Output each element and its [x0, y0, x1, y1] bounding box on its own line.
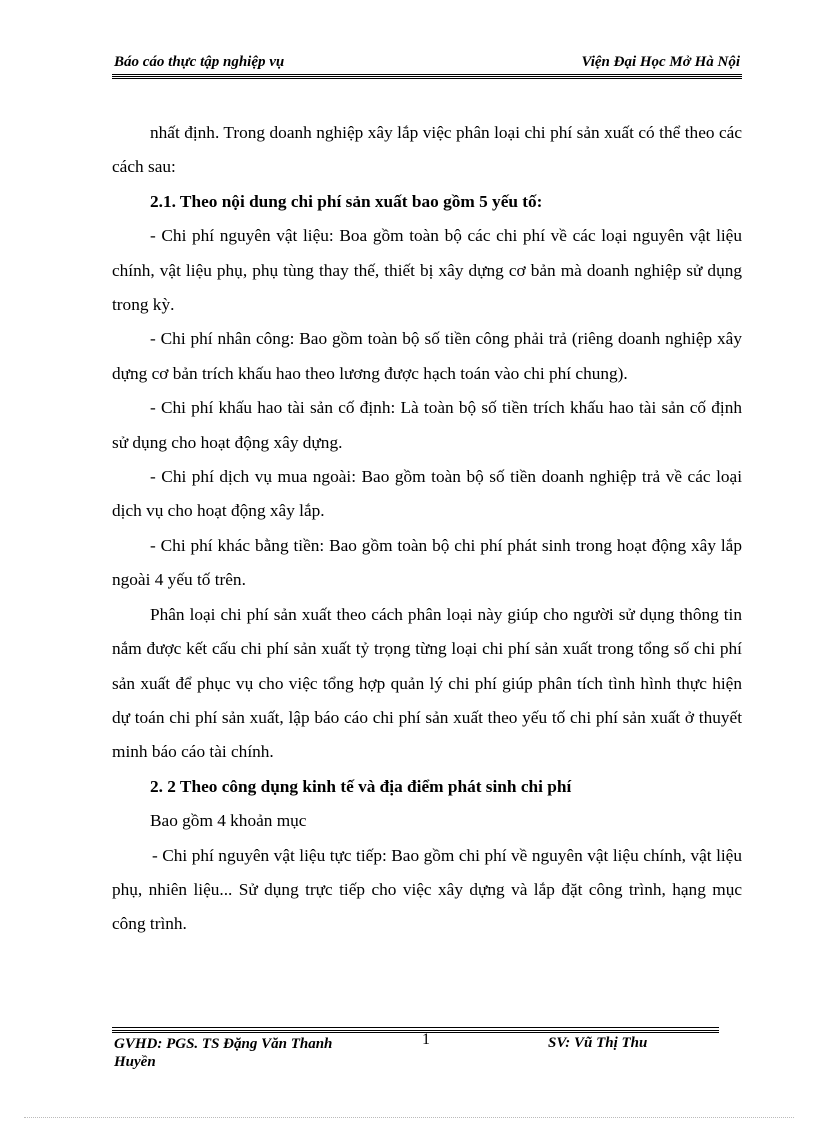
- paragraph-classification-purpose: Phân loại chi phí sản xuất theo cách phân loại này giúp cho người sử dụng thông tin nắm được kết cấu chi phí sản xuất tỷ trọng từng loại chi phí sản xuất trong tổng số chi phí sản xuất để phục vụ cho việc tổng hợp quản lý chi phí giúp phân tích tình hình thực hiện dự toán chi phí sản xuất, lập báo cáo chi phí sản xuất theo yếu tố chi phí sản xuất ở thuyết minh báo cáo tài chính.: [112, 604, 742, 762]
- page-header: [112, 52, 742, 74]
- paragraph-labor-cost: - Chi phí nhân công: Bao gồm toàn bộ số tiền công phải trả (riêng doanh nghiệp xây dựng cơ bản trích khấu hao theo lương được hạch toán vào chi phí chung).: [112, 329, 742, 383]
- header-report-title: Báo cáo thực tập nghiệp vụ: [114, 54, 285, 70]
- paragraph-depreciation-cost: - Chi phí khấu hao tài sản cố định: Là toàn bộ số tiền trích khấu hao tài sản cố định sử dụng cho hoạt động xây dựng.: [112, 398, 742, 452]
- page-footer: [112, 1031, 719, 1075]
- page-bottom-border: [24, 1117, 794, 1118]
- paragraph-direct-material: - Chi phí nguyên vật liệu tực tiếp: Bao gồm chi phí về nguyên vật liệu chính, vật liệu phụ, nhiên liệu... Sử dụng trực tiếp cho việc xây dựng và lắp đặt công trình, hạng mục công trình.: [112, 845, 742, 934]
- footer-divider-thin: [112, 1027, 719, 1028]
- header-institution: Viện Đại Học Mở Hà Nội: [581, 54, 740, 70]
- paragraph-other-costs: - Chi phí khác bằng tiền: Bao gồm toàn bộ chi phí phát sinh trong hoạt động xây lắp ngoài 4 yếu tố trên.: [112, 535, 742, 590]
- footer-divider: [112, 1030, 719, 1033]
- paragraph-material-cost: - Chi phí nguyên vật liệu: Boa gồm toàn bộ các chi phí về các loại nguyên vật liệu chính, vật liệu phụ, phụ tùng thay thế, thiết bị xây dựng cơ bản mà doanh nghiệp sử dụng trong kỳ.: [112, 226, 742, 315]
- header-divider-thin: [112, 78, 742, 79]
- paragraph-four-items: Bao gồm 4 khoản mục: [150, 811, 307, 831]
- page-number: 1: [422, 1031, 430, 1048]
- section-heading-2-2: 2. 2 Theo công dụng kinh tế và địa điểm phát sinh chi phí: [150, 776, 572, 796]
- footer-supervisor: GVHD: PGS. TS Đặng Văn Thanh Huyền: [114, 1036, 333, 1070]
- header-divider: [112, 74, 742, 77]
- section-heading-2-1: 2.1. Theo nội dung chi phí sản xuất bao gồm 5 yếu tố:: [150, 191, 543, 211]
- paragraph-outsourced-services: - Chi phí dịch vụ mua ngoài: Bao gồm toàn bộ số tiền doanh nghiệp trả về các loại dịch vụ cho hoạt động xây lắp.: [112, 467, 742, 521]
- paragraph-intro: nhất định. Trong doanh nghiệp xây lắp việc phân loại chi phí sản xuất có thể theo các cách sau:: [112, 123, 742, 177]
- document-body: [112, 116, 742, 942]
- footer-student: SV: Vũ Thị Thu: [548, 1035, 648, 1051]
